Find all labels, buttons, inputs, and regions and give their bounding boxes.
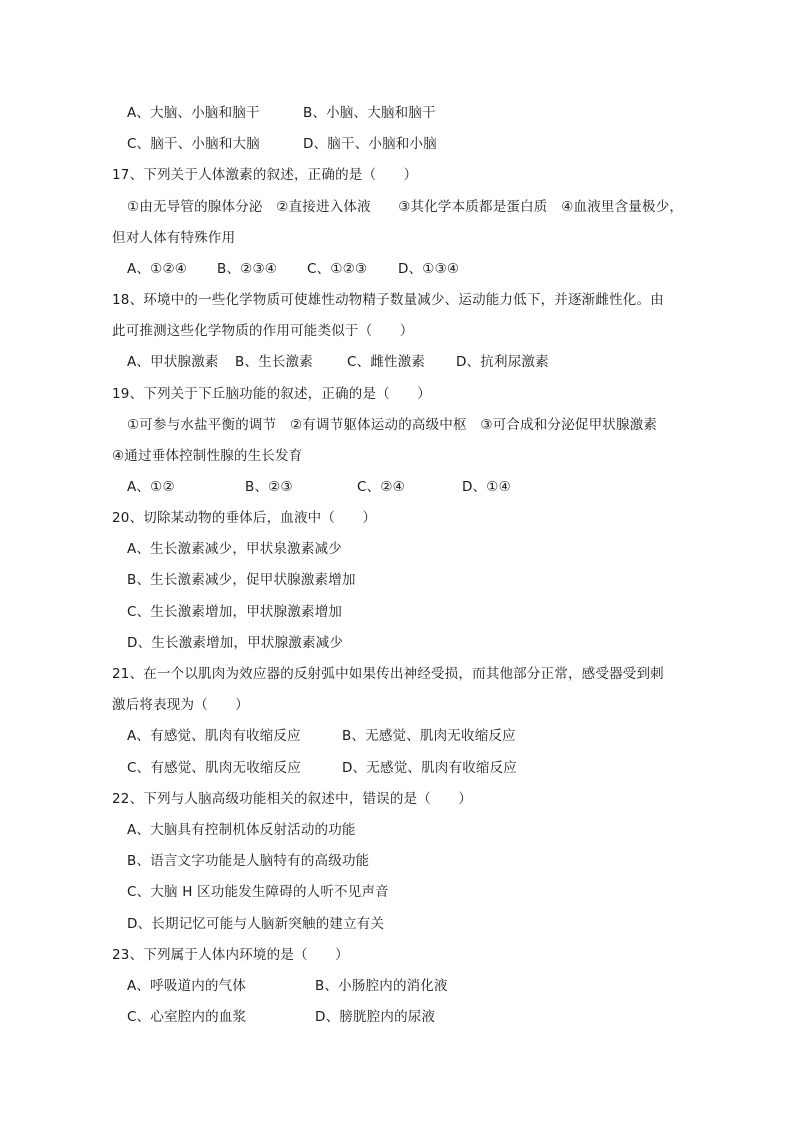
q23-option-b: B、小肠腔内的消化液 (315, 978, 448, 994)
q19-statements-line1: ①可参与水盐平衡的调节 ②有调节躯体运动的高级中枢 ③可合成和分泌促甲状腺激素 (127, 417, 658, 433)
q19-stem: 19、下列关于下丘脑功能的叙述，正确的是（ ） (112, 386, 431, 402)
q18-stem-line1: 18、环境中的一些化学物质可使雄性动物精子数量减少、运动能力低下，并逐渐雌性化。由 (112, 292, 664, 308)
q16-option-d: D、脑干、小脑和小脑 (303, 136, 437, 152)
q20-option-a: A、生长激素减少，甲状泉激素减少 (127, 541, 342, 557)
q22-option-a: A、大脑具有控制机体反射活动的功能 (127, 822, 356, 838)
q21-option-c: C、有感觉、肌肉无收缩反应 (127, 760, 302, 776)
q16-option-a: A、大脑、小脑和脑干 (127, 105, 260, 121)
q16-option-c: C、脑干、小脑和大脑 (127, 136, 260, 152)
q19-option-b: B、②③ (245, 479, 293, 495)
q17-option-c: C、①②③ (307, 261, 368, 277)
q22-option-b: B、语言文字功能是人脑特有的高级功能 (127, 853, 370, 869)
q20-option-c: C、生长激素增加，甲状腺激素增加 (127, 604, 343, 620)
q23-stem: 23、下列属于人体内环境的是（ ） (112, 947, 349, 963)
q21-option-d: D、无感觉、肌肉有收缩反应 (342, 760, 517, 776)
q22-option-d: D、长期记忆可能与人脑新突触的建立有关 (127, 916, 385, 932)
q22-option-c: C、大脑 H 区功能发生障碍的人听不见声音 (127, 884, 389, 900)
q18-stem-line2: 此可推测这些化学物质的作用可能类似于（ ） (112, 323, 414, 339)
q19-option-c: C、②④ (357, 479, 405, 495)
q18-option-b: B、生长激素 (235, 354, 313, 370)
q20-option-d: D、生长激素增加，甲状腺激素减少 (127, 635, 344, 651)
q18-option-a: A、甲状腺激素 (127, 354, 219, 370)
q22-stem: 22、下列与人脑高级功能相关的叙述中，错误的是（ ） (112, 791, 473, 807)
q23-option-a: A、呼吸道内的气体 (127, 978, 247, 994)
q17-option-a: A、①②④ (127, 261, 188, 277)
q21-stem-line1: 21、在一个以肌肉为效应器的反射弧中如果传出神经受损，而其他部分正常，感受器受到刺 (112, 666, 664, 682)
q21-option-a: A、有感觉、肌肉有收缩反应 (127, 728, 301, 744)
q17-statements-line2: 但对人体有特殊作用 (112, 230, 236, 246)
q23-option-d: D、膀胱腔内的尿液 (315, 1009, 436, 1025)
q20-stem: 20、切除某动物的垂体后，血液中（ ） (112, 510, 377, 526)
q23-option-c: C、心室腔内的血浆 (127, 1009, 247, 1025)
q19-statements-line2: ④通过垂体控制性腺的生长发育 (112, 448, 303, 464)
q19-option-a: A、①② (127, 479, 175, 495)
q17-statements-line1: ①由无导管的腺体分泌 ②直接进入体液 ③其化学本质都是蛋白质 ④血液里含量极少， (127, 199, 684, 215)
q21-option-b: B、无感觉、肌肉无收缩反应 (342, 728, 516, 744)
q21-stem-line2: 激后将表现为（ ） (112, 697, 249, 713)
q17-option-b: B、②③④ (217, 261, 278, 277)
q16-option-b: B、小脑、大脑和脑干 (303, 105, 436, 121)
q18-option-d: D、抗利尿激素 (456, 354, 549, 370)
q19-option-d: D、①④ (462, 479, 511, 495)
q18-option-c: C、雌性激素 (347, 354, 426, 370)
q17-stem: 17、下列关于人体激素的叙述，正确的是（ ） (112, 167, 418, 183)
q20-option-b: B、生长激素减少，促甲状腺激素增加 (127, 572, 356, 588)
q17-option-d: D、①③④ (398, 261, 460, 277)
